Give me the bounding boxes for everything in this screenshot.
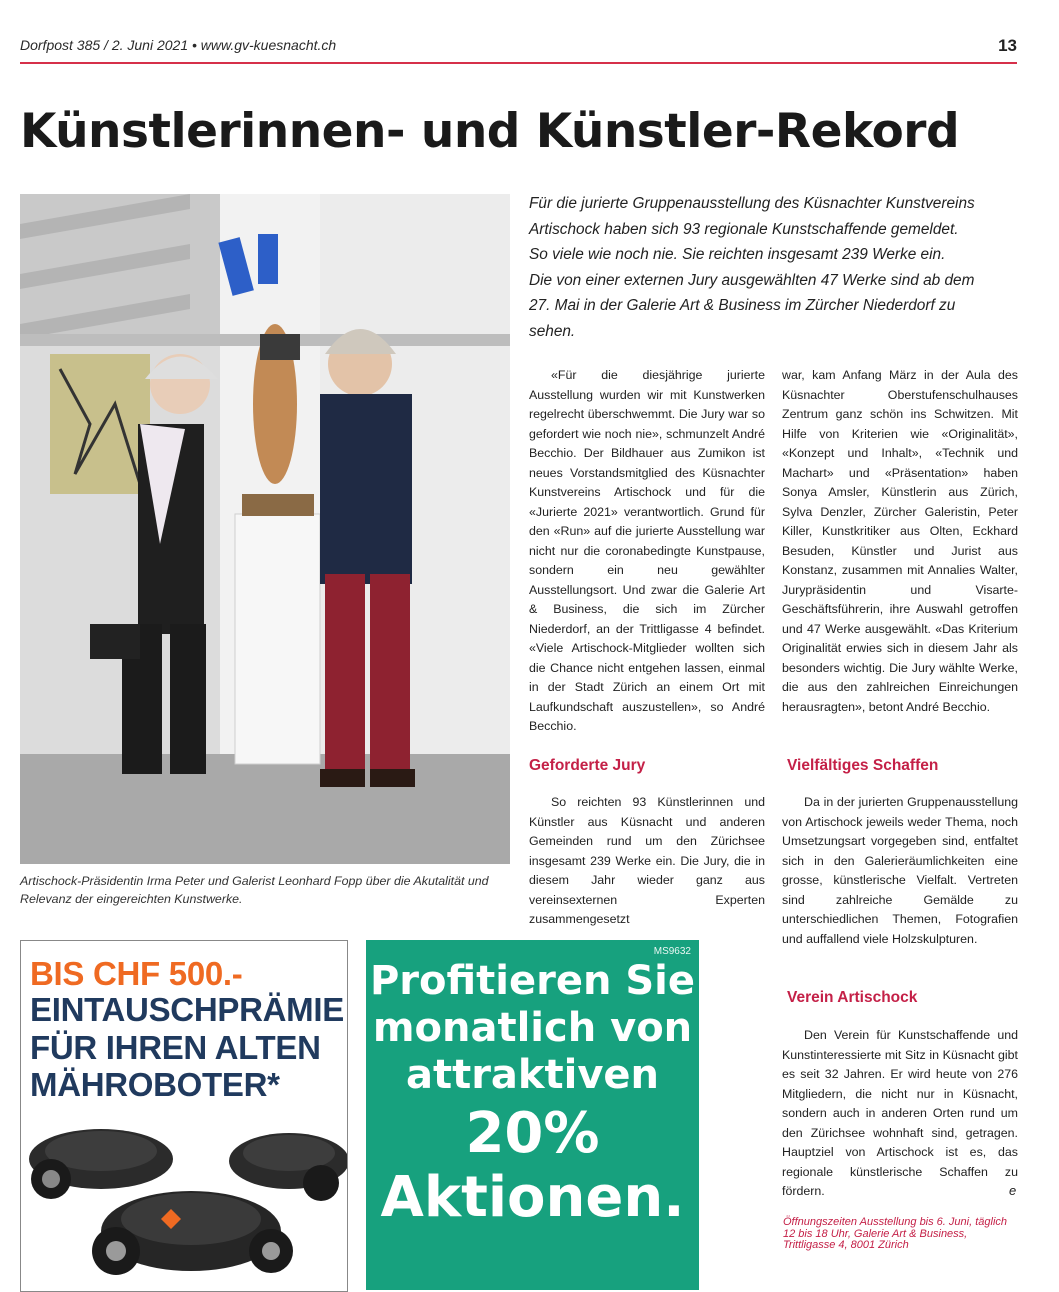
lead-line: So viele wie noch nie. Sie reichten insgesamt 239 Werke ein. xyxy=(529,246,946,263)
author-mark: e xyxy=(1009,1183,1017,1198)
lead-line: Die von einer externen Jury ausgewählten 47 Werke sind ab dem xyxy=(529,271,975,289)
body-paragraph: war, kam Anfang März in der Aula des Küsnachter Oberstufenschulhauses Zentrum ganz schön ins Schwitzen. Mit Hilfe von Kriterien wie «Originalität», «Konzept und Inhalt», «Technik und Machart» und «Präsentation» haben Sonya Amsler, Künstlerin aus Zürich, Sylva Denzler, Zürcher Galeristin, Peter Killer, Kunstkritiker aus Olten, Eckhard Besuden, Künstler und Jurist aus Konstanz, zusammen mit Annalies Walter, Jurypräsidentin und Visarte-Geschäftsführerin, ihre Auswahl getroffen und 47 Werke ausgewählt. «Das Kriterium Originalität erwies sich in diesem Jahr als besonders wichtig. Die Jury wählte Werke, die aus den zahlreichen Einreichungen herausragten», betont André Becchio. xyxy=(782,368,1018,714)
article-title: Künstlerinnen- und Künstler-Rekord xyxy=(20,104,960,159)
ad-code: MS9632 xyxy=(653,946,691,957)
gallery-photo-illustration xyxy=(20,194,510,864)
lead-line: sehen. xyxy=(529,322,576,340)
ad-headline: BIS CHF 500.- xyxy=(30,955,243,992)
subheading-geforderte-jury: Geforderte Jury xyxy=(529,757,646,774)
ad-promo-big: 20% Aktionen. xyxy=(380,1101,685,1230)
article-column-1-section xyxy=(529,793,765,930)
advertisement-mower[interactable] xyxy=(20,940,348,1292)
lead-line: Artischock haben sich 93 regionale Kunstschaffende gemeldet. xyxy=(529,220,959,238)
ad-subheadline: EINTAUSCHPRÄMIE FÜR IHREN ALTEN MÄHROBOTER* xyxy=(30,991,344,1103)
subheading-vielfaeltiges-schaffen: Vielfältiges Schaffen xyxy=(787,757,939,774)
body-paragraph: «Für die diesjährige jurierte Ausstellung wurden wir mit Kunstwerken regelrecht überschwemmt. Die Jury war so gefordert wie noch nie», schmunzelt André Becchio. Der Bildhauer aus Zumikon ist neues Vorstandsmitglied des Küsnachter Kunstvereins Artischock und für die «Jurierte 2021» verantwortlich. Grund für den «Run» auf die jurierte Ausstellung war nicht nur die coronabedingte Kunstpause, sondern ein neu gewählter Ausstellungsort. Und zwar die Galerie Art & Business, die sich im Zürcher Niederdorf, an der Trittligasse 4 befindet. «Viele Artischock-Mitglieder wollten sich die Chance nicht entgehen lassen, einmal in der Stadt Zürich an einem Ort mit Laufkundschaft auszustellen», so André Becchio. xyxy=(529,368,765,733)
article-column-2-verein xyxy=(782,1026,1018,1202)
subheading-verein-artischock: Verein Artischock xyxy=(787,989,918,1006)
article-column-2-section xyxy=(782,793,1018,949)
advertisement-promo[interactable] xyxy=(366,940,699,1290)
lead-line: Für die jurierte Gruppenausstellung des Küsnachter Kunstvereins xyxy=(529,195,975,212)
info-box: Öffnungszeiten Ausstellung bis 6. Juni, täglich 12 bis 18 Uhr, Galerie Art & Business, Trittligasse 4, 8001 Zürich xyxy=(783,1216,1008,1251)
lead-line: 27. Mai in der Galerie Art & Business im Zürcher Niederdorf zu xyxy=(529,297,956,314)
body-paragraph: Da in der jurierten Gruppenausstellung von Artischock jeweils weder Thema, noch Umsetzungsart vorgegeben sind, entfaltet sich in den Galerieräumlichkeiten eine grosse, künstlerische Vielfalt. Vertreten sind zahlreiche Gemälde zu unterschiedlichen Themen, Fotografien und auffallend viele Holzskulpturen. xyxy=(782,795,1018,946)
article-column-1-intro xyxy=(529,366,765,737)
ad-promo-text: Profitieren Sie monatlich von attraktiven xyxy=(369,958,696,1098)
article-photo xyxy=(20,194,510,864)
page-number: 13 xyxy=(998,36,1017,55)
body-paragraph: Den Verein für Kunstschaffende und Kunstinteressierte mit Sitz in Küsnacht gibt es seit 32 Jahren. Er wird heute von 276 Mitgliedern, die nicht nur in Küsnacht, sondern auch in anderen Orten rund um den Zürichsee wohnhaft sind, getragen. Hauptziel von Artischock ist es, das regionale künstlerische Schaffen zu fördern. xyxy=(782,1028,1018,1198)
header-divider xyxy=(20,62,1017,64)
running-header: Dorfpost 385 / 2. Juni 2021 • www.gv-kuesnacht.ch xyxy=(20,37,337,53)
photo-caption: Artischock-Präsidentin Irma Peter und Galerist Leonhard Fopp über die Akutalität und Relevanz der eingereichten Kunstwerke. xyxy=(20,874,489,906)
body-paragraph: So reichten 93 Künstlerinnen und Künstler aus Küsnacht und anderen Gemeinden rund um den Zürichsee insgesamt 239 Werke ein. Die Jury, die in diesem Jahr wieder ganz aus vereinsexternen Experten zusammengesetzt xyxy=(529,795,765,926)
robot-mower-image xyxy=(21,1101,347,1291)
article-lead xyxy=(529,191,1019,344)
article-column-2-intro xyxy=(782,366,1018,717)
